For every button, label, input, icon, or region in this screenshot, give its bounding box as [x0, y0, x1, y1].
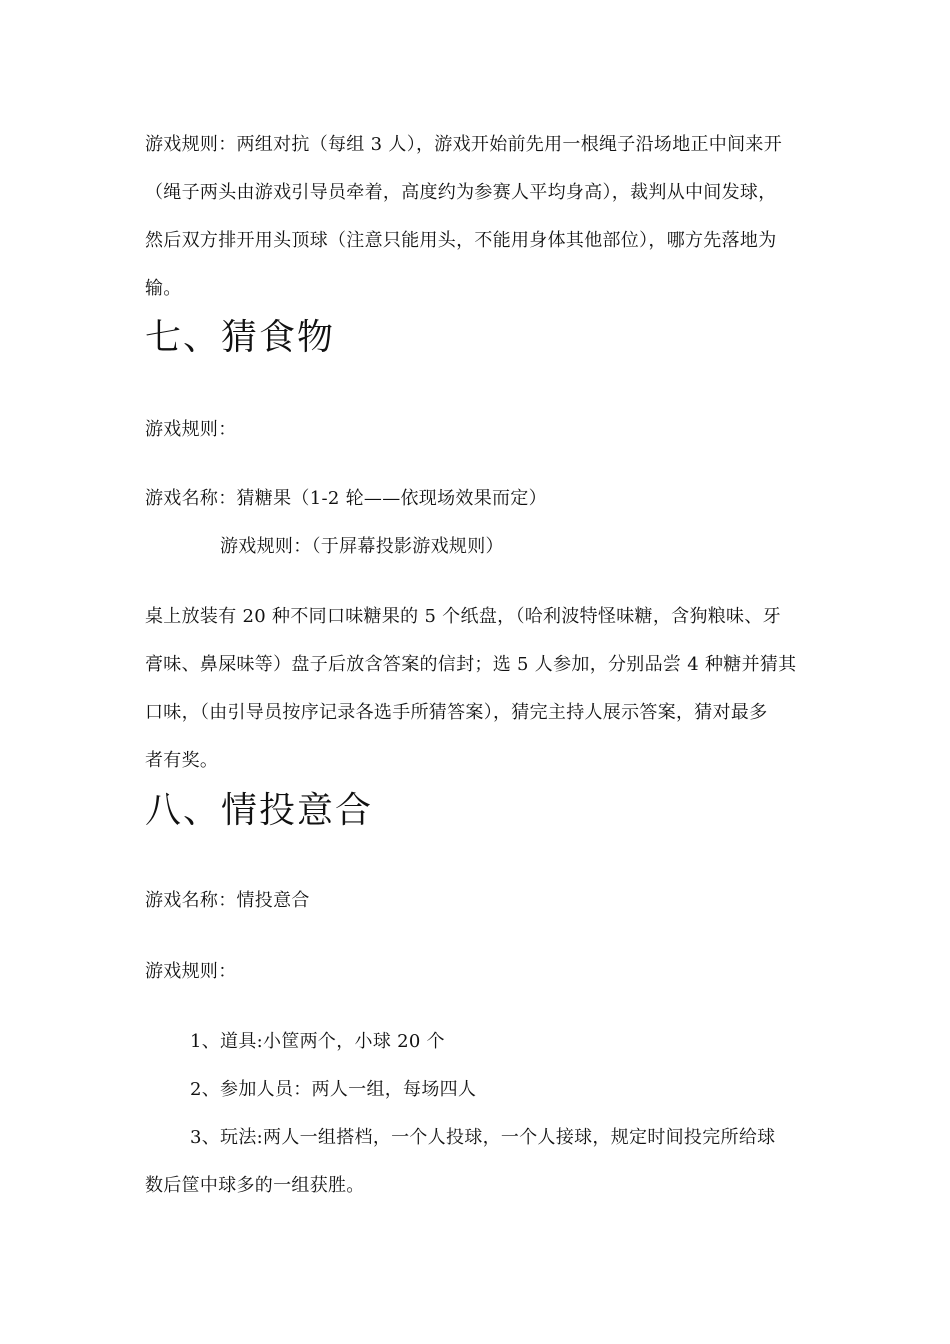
section6-rule-line-3: 然后双方排开用头顶球（注意只能用头，不能用身体其他部位），哪方先落地为 [145, 230, 777, 251]
section8-item-1: 1、道具:小筐两个，小球 20 个 [190, 1031, 445, 1052]
section7-sub-rule: 游戏规则：（于屏幕投影游戏规则） [220, 536, 504, 557]
section6-rule-line-4: 输。 [145, 278, 182, 299]
section7-rules-label: 游戏规则： [145, 419, 237, 440]
section7-desc-line-1: 桌上放装有 20 种不同口味糖果的 5 个纸盘，（哈利波特怪味糖，含狗粮味、牙 [145, 606, 781, 627]
section8-rules-label: 游戏规则： [145, 961, 237, 982]
section8-heading: 八、情投意合 [145, 790, 374, 831]
section7-heading: 七、猜食物 [145, 317, 336, 358]
section7-desc-line-3: 口味，（由引导员按序记录各选手所猜答案），猜完主持人展示答案，猜对最多 [145, 702, 768, 723]
section8-item-3-continued: 数后筐中球多的一组获胜。 [145, 1175, 365, 1196]
section7-game-name: 游戏名称：猜糖果（1-2 轮——依现场效果而定） [145, 488, 547, 509]
section7-desc-line-2: 膏味、鼻屎味等）盘子后放含答案的信封；选 5 人参加，分别品尝 4 种糖并猜其 [145, 654, 797, 675]
section7-desc-line-4: 者有奖。 [145, 750, 219, 771]
section8-item-3: 3、玩法:两人一组搭档，一个人投球，一个人接球，规定时间投完所给球 [190, 1127, 776, 1148]
section8-item-2: 2、参加人员：两人一组，每场四人 [190, 1079, 477, 1100]
section8-game-name: 游戏名称：情投意合 [145, 890, 310, 911]
section6-rule-line-2: （绳子两头由游戏引导员牵着，高度约为参赛人平均身高），裁判从中间发球， [145, 182, 777, 203]
section6-rule-line-1: 游戏规则：两组对抗（每组 3 人），游戏开始前先用一根绳子沿场地正中间来开 [145, 134, 782, 155]
